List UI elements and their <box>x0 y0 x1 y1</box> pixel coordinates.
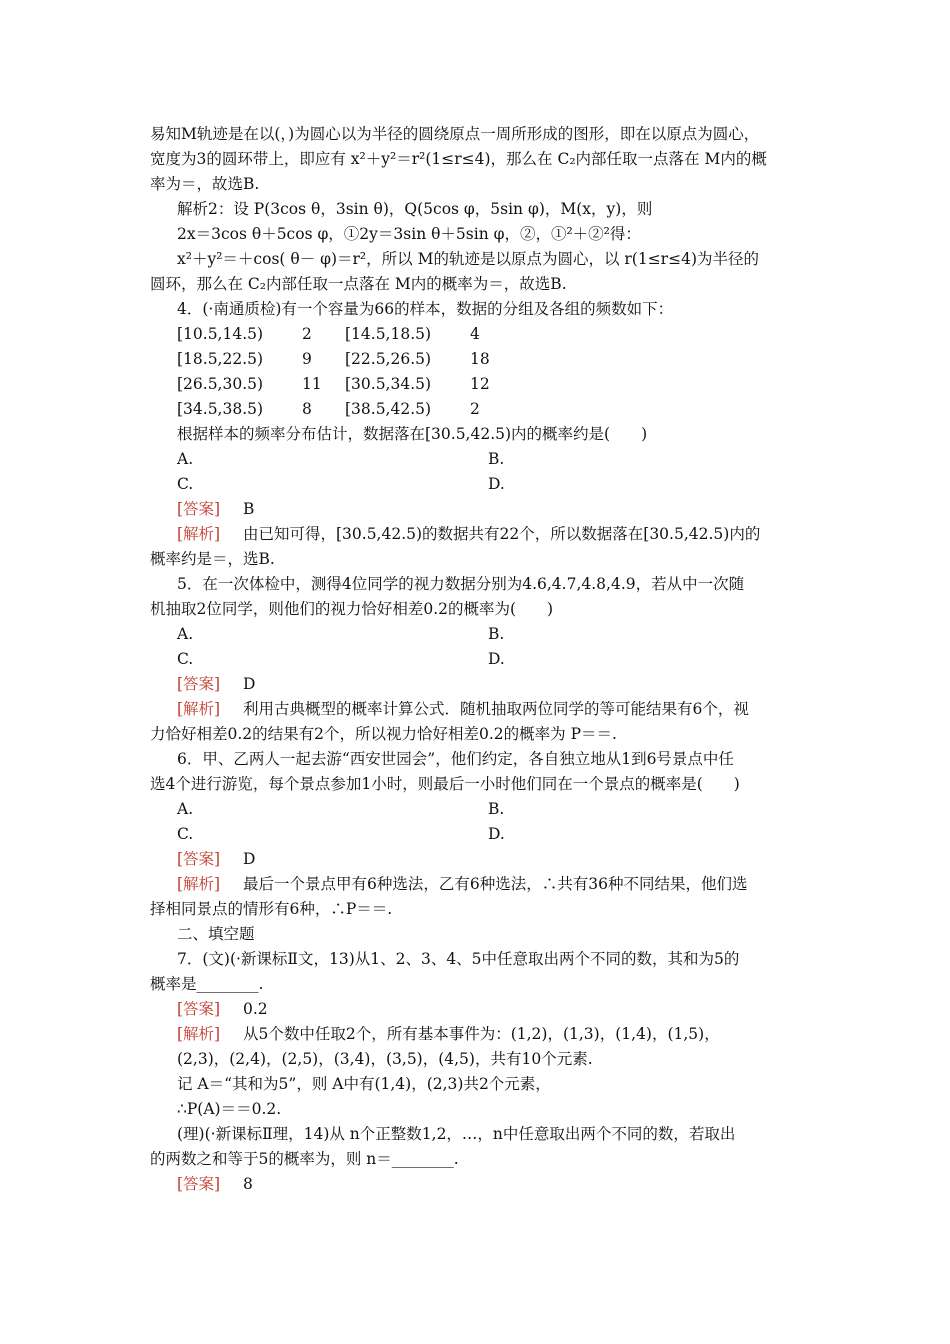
answer-value: 0.2 <box>243 1000 268 1018</box>
analysis-text: ∴P(A)＝＝0.2. <box>177 1100 282 1118</box>
analysis-text: 概率约是＝，选B. <box>150 550 275 568</box>
option-d: D. <box>488 650 505 668</box>
question-7-li-stem: 的两数之和等于5的概率为，则 n＝________. <box>150 1150 459 1168</box>
answer-tag: [答案] <box>177 675 221 693</box>
answer-tag: [答案] <box>177 1175 221 1193</box>
option-a: A. <box>177 800 194 818</box>
analysis-tag: [解析] <box>177 875 221 893</box>
question-6-stem: 选4个进行游览，每个景点参加1小时，则最后一小时他们同在一个景点的概率是( ) <box>150 775 740 793</box>
option-d: D. <box>488 825 505 843</box>
table-cell: [30.5,34.5) <box>345 375 432 393</box>
analysis-text: 最后一个景点甲有6种选法，乙有6种选法，∴共有36种不同结果，他们选 <box>243 875 748 893</box>
text-line: x²＋y²＝＋cos( θ－ φ)＝r²，所以 M的轨迹是以原点为圆心，以 r(1≤r≤4)为半径的 <box>177 250 759 268</box>
table-cell: [22.5,26.5) <box>345 350 432 368</box>
option-b: B. <box>488 625 505 643</box>
option-b: B. <box>488 800 505 818</box>
text-line: 解析2：设 P(3cos θ，3sin θ)，Q(5cos φ，5sin φ)，M(x，y)，则 <box>177 200 653 218</box>
table-cell: 11 <box>302 375 322 393</box>
question-4-stem: 4．(·南通质检)有一个容量为66的样本，数据的分组及各组的频数如下： <box>177 300 674 318</box>
question-6-stem: 6．甲、乙两人一起去游“西安世园会”，他们约定，各自独立地从1到6号景点中任 <box>177 750 734 768</box>
table-cell: [18.5,22.5) <box>177 350 264 368</box>
table-cell: 9 <box>302 350 312 368</box>
option-b: B. <box>488 450 505 468</box>
question-5-stem: 机抽取2位同学，则他们的视力恰好相差0.2的概率为( ) <box>150 600 554 618</box>
analysis-text: 择相同景点的情形有6种，∴P＝＝. <box>150 900 393 918</box>
table-cell: [26.5,30.5) <box>177 375 264 393</box>
option-c: C. <box>177 825 194 843</box>
option-d: D. <box>488 475 505 493</box>
analysis-text: 利用古典概型的概率计算公式．随机抽取两位同学的等可能结果有6个，视 <box>243 700 749 718</box>
table-cell: 8 <box>302 400 312 418</box>
question-5-stem: 5．在一次体检中，测得4位同学的视力数据分别为4.6,4.7,4.8,4.9，若从中一次随 <box>177 575 745 593</box>
table-cell: [14.5,18.5) <box>345 325 432 343</box>
text-line: 易知M轨迹是在以(，)为圆心以为半径的圆绕原点一周所形成的图形，即在以原点为圆心， <box>150 125 760 143</box>
table-cell: 2 <box>302 325 312 343</box>
table-cell: [34.5,38.5) <box>177 400 264 418</box>
answer-value: D <box>243 850 256 868</box>
analysis-text: 力恰好相差0.2的结果有2个，所以视力恰好相差0.2的概率为 P＝＝. <box>150 725 617 743</box>
table-cell: 4 <box>470 325 480 343</box>
answer-tag: [答案] <box>177 1000 221 1018</box>
answer-value: 8 <box>243 1175 253 1193</box>
table-cell: 2 <box>470 400 480 418</box>
section-title: 二、填空题 <box>177 925 255 943</box>
option-a: A. <box>177 450 194 468</box>
option-a: A. <box>177 625 194 643</box>
question-4-prompt: 根据样本的频率分布估计，数据落在[30.5,42.5)内的概率约是( ) <box>177 425 648 443</box>
table-cell: 18 <box>470 350 490 368</box>
question-7-stem: 概率是________. <box>150 975 264 993</box>
text-line: 2x＝3cos θ＋5cos φ，①2y＝3sin θ＋5sin φ，②，①²＋②²得： <box>177 225 641 243</box>
text-line: 圆环，那么在 C₂内部任取一点落在 M内的概率为＝，故选B. <box>150 275 567 293</box>
answer-value: D <box>243 675 256 693</box>
option-c: C. <box>177 650 194 668</box>
analysis-tag: [解析] <box>177 525 221 543</box>
analysis-text: 由已知可得，[30.5,42.5)的数据共有22个，所以数据落在[30.5,42.5)内的 <box>243 525 761 543</box>
option-c: C. <box>177 475 194 493</box>
table-cell: 12 <box>470 375 490 393</box>
analysis-text: (2,3)，(2,4)，(2,5)，(3,4)，(3,5)，(4,5)，共有10个元素. <box>177 1050 593 1068</box>
answer-tag: [答案] <box>177 500 221 518</box>
text-line: 宽度为3的圆环带上，即应有 x²＋y²＝r²(1≤r≤4)，那么在 C₂内部任取一点落在 M内的概 <box>150 150 767 168</box>
answer-value: B <box>243 500 255 518</box>
analysis-text: 记 A＝“其和为5”，则 A中有(1,4)，(2,3)共2个元素， <box>177 1075 551 1093</box>
analysis-text: 从5个数中任取2个，所有基本事件为：(1,2)，(1,3)，(1,4)，(1,5)， <box>243 1025 720 1043</box>
analysis-tag: [解析] <box>177 1025 221 1043</box>
table-cell: [38.5,42.5) <box>345 400 432 418</box>
text-line: 率为＝，故选B. <box>150 175 260 193</box>
answer-tag: [答案] <box>177 850 221 868</box>
question-7-li-stem: (理)(·新课标Ⅱ理，14)从 n个正整数1,2，…，n中任意取出两个不同的数，若取出 <box>177 1125 736 1143</box>
analysis-tag: [解析] <box>177 700 221 718</box>
table-cell: [10.5,14.5) <box>177 325 264 343</box>
question-7-stem: 7．(文)(·新课标Ⅱ文，13)从1、2、3、4、5中任意取出两个不同的数，其和为5的 <box>177 950 740 968</box>
